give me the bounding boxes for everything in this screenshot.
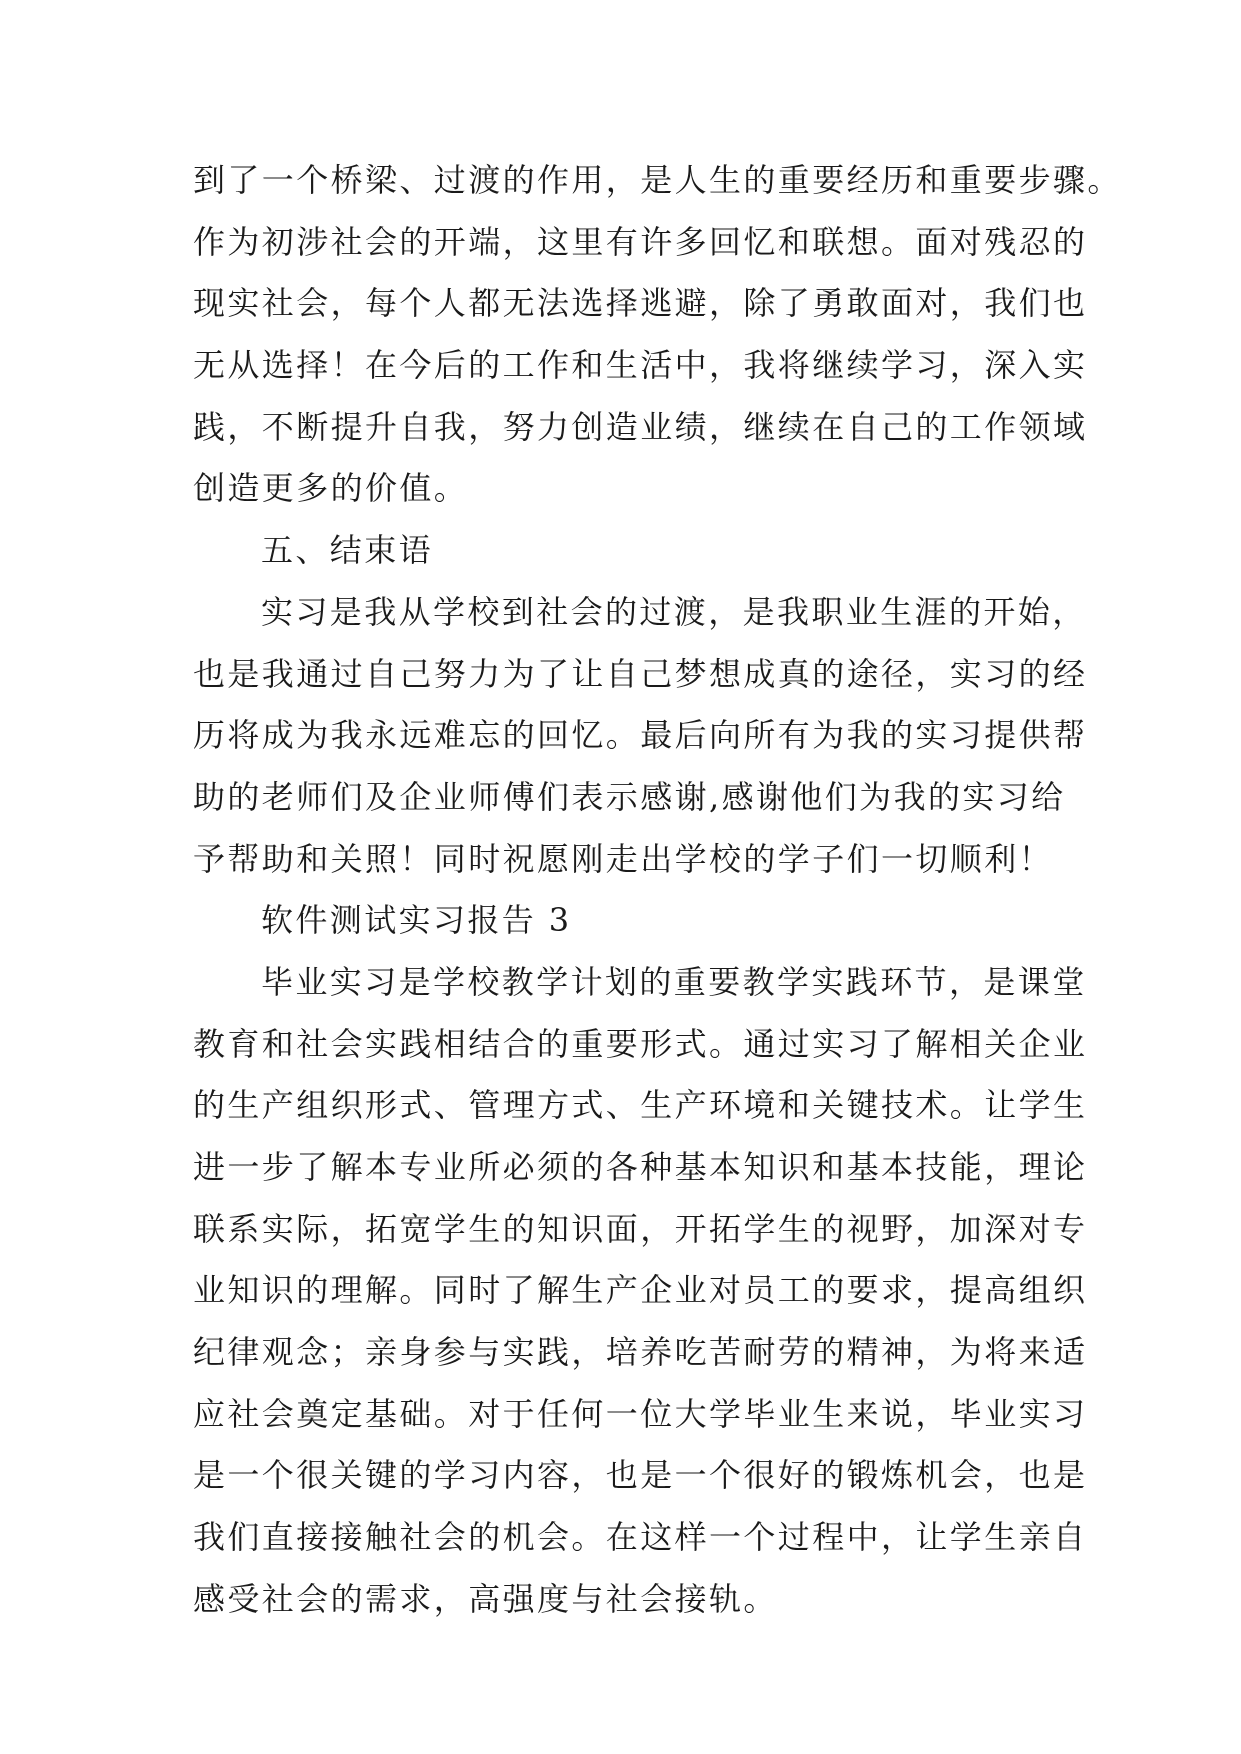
text-line: 我们直接接触社会的机会。在这样一个过程中，让学生亲自 bbox=[193, 1518, 1088, 1557]
text-line: 创造更多的价值。 bbox=[193, 469, 469, 508]
text-line: 无从选择！在今后的工作和生活中，我将继续学习，深入实 bbox=[193, 346, 1088, 385]
text-line: 业知识的理解。同时了解生产企业对员工的要求，提高组织 bbox=[193, 1271, 1088, 1310]
paragraph-start-line: 五、结束语 bbox=[261, 531, 434, 570]
paragraph-start-line: 软件测试实习报告 3 bbox=[261, 901, 572, 940]
text-line: 也是我通过自己努力为了让自己梦想成真的途径，实习的经 bbox=[193, 654, 1088, 693]
text-line: 作为初涉社会的开端，这里有许多回忆和联想。面对残忍的 bbox=[193, 222, 1088, 261]
document-body bbox=[193, 150, 1122, 1631]
text-line: 联系实际，拓宽学生的知识面，开拓学生的视野，加深对专 bbox=[193, 1209, 1088, 1248]
text-line: 予帮助和关照！同时祝愿刚走出学校的学子们一切顺利！ bbox=[193, 839, 1054, 878]
text-line: 进一步了解本专业所必须的各种基本知识和基本技能，理论 bbox=[193, 1148, 1088, 1186]
text-line: 应社会奠定基础。对于任何一位大学毕业生来说，毕业实习 bbox=[193, 1394, 1088, 1433]
text-line: 是一个很关键的学习内容，也是一个很好的锻炼机会，也是 bbox=[193, 1456, 1088, 1495]
text-line: 的生产组织形式、管理方式、生产环境和关键技术。让学生 bbox=[193, 1086, 1088, 1125]
paragraph-start-line: 毕业实习是学校教学计划的重要教学实践环节，是课堂 bbox=[261, 962, 1087, 1001]
text-line: 感受社会的需求，高强度与社会接轨。 bbox=[193, 1579, 778, 1618]
text-line: 到了一个桥梁、过渡的作用，是人生的重要经历和重要步骤。 bbox=[193, 161, 1122, 199]
text-line: 践，不断提升自我，努力创造业绩，继续在自己的工作领域 bbox=[193, 407, 1088, 446]
text-line: 教育和社会实践相结合的重要形式。通过实习了解相关企业 bbox=[193, 1024, 1088, 1063]
text-line: 现实社会，每个人都无法选择逃避，除了勇敢面对，我们也 bbox=[193, 284, 1088, 323]
paragraph-start-line: 实习是我从学校到社会的过渡，是我职业生涯的开始， bbox=[261, 592, 1087, 631]
text-line: 历将成为我永远难忘的回忆。最后向所有为我的实习提供帮 bbox=[193, 716, 1088, 755]
text-line: 纪律观念；亲身参与实践，培养吃苦耐劳的精神，为将来适 bbox=[193, 1333, 1088, 1372]
text-line: 助的老师们及企业师傅们表示感谢,感谢他们为我的实习给 bbox=[193, 777, 1066, 816]
